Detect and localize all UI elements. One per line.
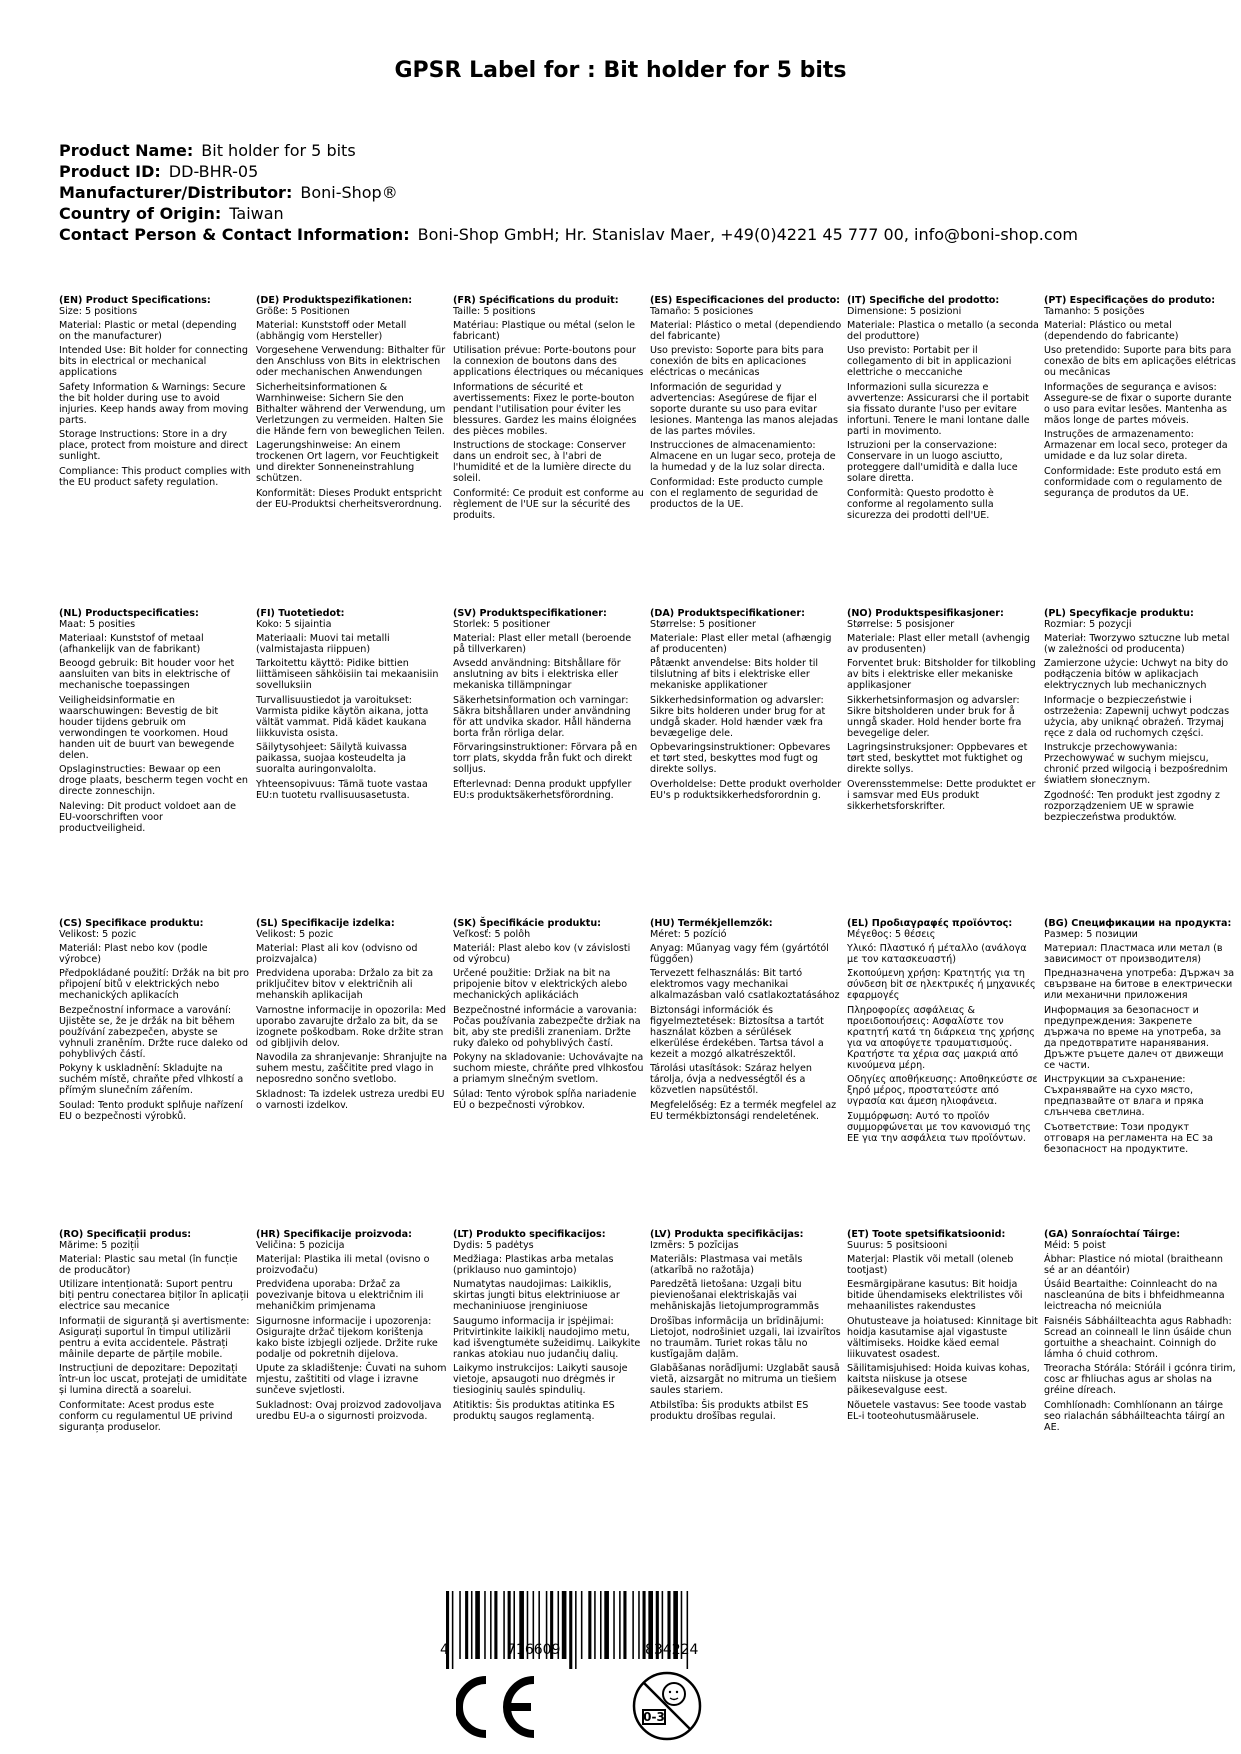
spec-section: Съответствие: Този продукт отговаря на регламента на ЕС за безопасност на продуктите.	[1044, 1121, 1213, 1155]
spec-section: Förvaringsinstruktioner: Förvara på en torr plats, skydda från fukt och direkt solljus.	[453, 742, 638, 775]
spec-section: Instrukcje przechowywania: Przechowywać w suchym miejscu, chronić przed wilgocią i bezpośrednim światłem słonecznym.	[1044, 742, 1228, 786]
spec-section: Nõuetele vastavus: See toode vastab EL-i tooteohutusmäärusele.	[847, 1399, 1027, 1422]
spec-section: Ohutusteave ja hoiatused: Kinnitage bit hoidja kasutamise ajal vigastuste vältimiseks. Hoidke käed eemal liikuvatest osadest.	[847, 1315, 1038, 1360]
info-label: Contact Person & Contact Information:	[59, 225, 410, 244]
spec-column	[59, 295, 251, 491]
spec-section: Uso pretendido: Suporte para bits para conexão de bits em aplicações elétricas ou mecânicas	[1044, 345, 1236, 378]
spec-section: Informações de segurança e avisos: Assegure-se de fixar o suporte durante o uso para evitar lesões. Mantenha as mãos longe de partes móveis.	[1044, 381, 1232, 426]
spec-section: Informații de siguranță și avertismente: Asigurați suportul în timpul utilizării pentru a evita accidentele. Păstrați mâinile departe de părțile mobile.	[59, 1315, 250, 1360]
spec-column	[1044, 608, 1236, 826]
spec-section: Material: Plast eller metall (beroende på tillverkaren)	[453, 632, 632, 655]
spec-section: Οδηγίες αποθήκευσης: Αποθηκεύστε σε ξηρό μέρος, προστατεύστε από υγρασία και άμεση ηλιοφάνεια.	[847, 1074, 1038, 1107]
barcode-bar	[581, 1591, 583, 1659]
spec-size: Size: 5 positions	[59, 306, 138, 317]
spec-heading: (LT) Produkto specifikacijos:	[453, 1229, 606, 1240]
spec-column	[847, 918, 1039, 1147]
spec-section: Anyag: Műanyag vagy fém (gyártótól függően)	[650, 942, 829, 965]
barcode-digit-left: 716609	[507, 1642, 561, 1658]
spec-section: Instructions de stockage: Conserver dans un endroit sec, à l'abri de l'humidité et de la lumière directe du soleil.	[453, 440, 632, 484]
spec-section: Drošības informācija un brīdinājumi: Lietojot, nodrošiniet uzgali, lai izvairītos no traumām. Turiet rokas tālu no kustīgajām daļām.	[650, 1315, 841, 1360]
spec-section: Tarkoitettu käyttö: Pidike bittien liittämiseen sähköisiin tai mekaanisiin sovelluksiin	[256, 658, 439, 691]
spec-size: Velikost: 5 pozic	[256, 929, 334, 940]
spec-column	[1044, 1229, 1236, 1436]
barcode-bar	[588, 1591, 591, 1659]
spec-section: Conformità: Questo prodotto è conforme al regolamento sulla sicurezza dei prodotti dell'UE.	[847, 487, 994, 521]
spec-size: Størrelse: 5 positioner	[650, 619, 756, 630]
spec-column	[453, 918, 645, 1114]
spec-section: Veiligheidsinformatie en waarschuwingen: Bevestig de bit houder tijdens gebruik om verwondingen te voorkomen. Houd handen uit de buurt van bewegende delen.	[59, 694, 235, 761]
spec-section: Материал: Пластмаса или метал (в зависимост от производителя)	[1044, 942, 1223, 965]
spec-column	[650, 608, 842, 804]
spec-section: Instrucciones de almacenamiento: Almacene en un lugar seco, proteja de la humedad y de la luz solar directa.	[650, 440, 836, 473]
spec-section: Bezpečnostní informace a varování: Ujistěte se, že je držák na bit během používání zabezpečen, abyste se vyhnuli zraněním. Držte ruce daleko od pohyblivých částí.	[59, 1004, 248, 1060]
spec-section: Materiał: Tworzywo sztuczne lub metal (w zależności od producenta)	[1044, 632, 1230, 655]
spec-size: Størrelse: 5 posisjoner	[847, 619, 955, 630]
spec-section: Skladnost: Ta izdelek ustreza uredbi EU o varnosti izdelkov.	[256, 1088, 445, 1111]
spec-section: Konformität: Dieses Produkt entspricht der EU-Produktsi cherheitsverordnung.	[256, 487, 442, 510]
spec-heading: (GA) Sonraíochtaí Táirge:	[1044, 1229, 1181, 1240]
barcode-bar	[569, 1591, 572, 1669]
spec-size: Suurus: 5 positsiooni	[847, 1240, 948, 1251]
spec-section: Saugumo informacija ir įspėjimai: Pritvirtinkite laikiklį naudojimo metu, kad išvengtumėte sužeidimų. Laikykite rankas atokiau nuo judančių dalių.	[453, 1315, 641, 1360]
spec-section: Material: Plástico o metal (dependiendo del fabricante)	[650, 319, 842, 342]
spec-column	[453, 1229, 645, 1425]
spec-section: Materiale: Plast eller metall (avhengig av produsenten)	[847, 632, 1030, 655]
spec-section: Bezpečnostné informácie a varovania: Počas používania zabezpečte držiak na bit, aby ste predišli zraneniam. Držte ruky ďaleko od pohyblivých častí.	[453, 1004, 641, 1049]
barcode-bar	[494, 1591, 497, 1659]
spec-section: Forventet bruk: Bitsholder for tilkobling av bits i elektriske eller mekaniske applikasjoner	[847, 658, 1036, 691]
spec-section: Säilitamisjuhised: Hoida kuivas kohas, kaitsta niiskuse ja otsese päikesevalguse eest.	[847, 1363, 1030, 1396]
spec-section: Инструкции за съхранение: Съхранявайте на сухо място, предпазвайте от влага и пряка слънчева светлина.	[1044, 1074, 1204, 1118]
spec-heading: (ET) Toote spetsifikatsioonid:	[847, 1229, 1006, 1240]
spec-section: Conformidad: Este producto cumple con el reglamento de seguridad de productos de la UE.	[650, 476, 823, 510]
info-row	[59, 161, 1209, 182]
spec-section: Avsedd användning: Bitshållare för anslutning av bits i elektriska eller mekaniska tillämpningar	[453, 658, 621, 691]
spec-section: Utilisation prévue: Porte-boutons pour la connexion de boutons dans des applications électriques ou mécaniques	[453, 345, 644, 378]
spec-heading: (SL) Specifikacije izdelka:	[256, 918, 395, 929]
spec-section: Material: Kunststoff oder Metall (abhängig vom Hersteller)	[256, 319, 407, 342]
barcode-icon	[446, 1591, 753, 1671]
spec-section: Informations de sécurité et avertissements: Fixez le porte-bouton pendant l'utilisation pour éviter les blessures. Gardez les mains éloignées des pièces mobiles.	[453, 381, 637, 437]
spec-heading: (BG) Спецификации на продукта:	[1044, 918, 1232, 929]
ce-mark-icon	[456, 1676, 538, 1738]
spec-heading: (SK) Špecifikácie produktu:	[453, 918, 602, 929]
spec-column	[650, 295, 842, 513]
spec-section: Sigurnosne informacije i upozorenja: Osigurajte držač tijekom korištenja kako biste izbjegli ozljede. Držite ruke podalje od pokretnih dijelova.	[256, 1315, 438, 1360]
spec-section: Predviđena uporaba: Držač za povezivanje bitova u električnim ili mehaničkim primjenama	[256, 1279, 424, 1312]
spec-section: Tárolási utasítások: Száraz helyen tárolja, óvja a nedvességtől és a közvetlen napsütéstől.	[650, 1063, 812, 1096]
barcode-bar	[575, 1591, 577, 1669]
barcode-bar	[594, 1591, 596, 1659]
spec-section: Paredzētā lietošana: Uzgaļi bitu pievienošanai elektriskajās vai mehāniskajās lietojumprogrammās	[650, 1279, 819, 1312]
info-value: Boni-Shop GmbH; Hr. Stanislav Maer, +49(0)4221 45 777 00, info@boni-shop.com	[417, 225, 1078, 244]
spec-section: Eesmärgipärane kasutus: Bit hoidja bitide ühendamiseks elektrilistes või mehaanilistes rakendustes	[847, 1279, 1023, 1312]
spec-column	[847, 1229, 1039, 1425]
spec-section: Určené použitie: Držiak na bit na pripojenie bitov v elektrických alebo mechanických aplikáciách	[453, 968, 628, 1001]
spec-section: Material: Plastic sau metal (în funcție de producător)	[59, 1253, 238, 1276]
spec-section: Material: Plast ali kov (odvisno od proizvajalca)	[256, 942, 418, 965]
info-label: Product ID:	[59, 162, 161, 181]
spec-heading: (EL) Προδιαγραφές προϊόντος:	[847, 918, 1013, 929]
spec-section: Información de seguridad y advertencias: Asegúrese de fijar el soporte durante su uso para evitar lesiones. Mantenga las manos alejadas de las partes móviles.	[650, 381, 838, 437]
spec-size: Méid: 5 poist	[1044, 1240, 1106, 1251]
spec-size: Μέγεθος: 5 θέσεις	[847, 929, 936, 940]
spec-column	[847, 608, 1039, 815]
barcode-bar	[465, 1591, 468, 1659]
age-text: 0-3	[643, 1710, 665, 1724]
spec-section: Upute za skladištenje: Čuvati na suhom mjestu, zaštititi od vlage i izravne sunčeve svjetlosti.	[256, 1363, 447, 1396]
spec-section: Ábhar: Plastice nó miotal (braitheann sé ar an déantóir)	[1044, 1253, 1223, 1276]
barcode-bar	[600, 1591, 602, 1659]
spec-section: Materiale: Plast eller metal (afhængig af producenten)	[650, 632, 832, 655]
spec-heading: (SV) Produktspecifikationer:	[453, 608, 607, 619]
spec-section: Πληροφορίες ασφάλειας & προειδοποιήσεις: Ασφαλίστε τον κρατητή κατά τη διάρκεια της χρήσης για να αποφύγετε τραυματισμούς. Κρατήστε τα χέρια σας μακριά από κινούμενα μέρη.	[847, 1004, 1035, 1071]
spec-heading: (HR) Specifikacije proizvoda:	[256, 1229, 412, 1240]
info-row	[59, 224, 1209, 245]
spec-section: Sikkerhetsinformasjon og advarsler: Sikre bitsholderen under bruk for å unngå skader. Hold hender borte fra bevegelige deler.	[847, 694, 1022, 739]
info-label: Product Name:	[59, 141, 194, 160]
spec-section: Instrucțiuni de depozitare: Depozitați într-un loc uscat, protejați de umiditate și lumina directă a soarelui.	[59, 1363, 248, 1396]
spec-section: Opslaginstructies: Bewaar op een droge plaats, bescherm tegen vocht en directe zonneschijn.	[59, 764, 249, 797]
spec-column	[256, 1229, 448, 1425]
barcode-bar	[604, 1591, 609, 1659]
spec-section: Materiaali: Muovi tai metalli (valmistajasta riippuen)	[256, 632, 390, 655]
spec-section: Matériau: Plastique ou métal (selon le fabricant)	[453, 319, 636, 342]
spec-section: Storage Instructions: Store in a dry place, protect from moisture and direct sunlight.	[59, 429, 248, 462]
spec-column	[650, 918, 842, 1125]
spec-section: Opbevaringsinstruktioner: Opbevares et tørt sted, beskyttes mod fugt og direkte sollys.	[650, 742, 831, 775]
spec-section: Materjal: Plastik või metall (oleneb tootjast)	[847, 1253, 1014, 1276]
spec-section: Materiál: Plast alebo kov (v závislosti od výrobcu)	[453, 942, 631, 965]
spec-section: Pokyny na skladovanie: Uchovávajte na suchom mieste, chráňte pred vlhkosťou a priamym slnečným svetlom.	[453, 1052, 644, 1085]
spec-section: Naleving: Dit product voldoet aan de EU-voorschriften voor productveiligheid.	[59, 800, 236, 834]
spec-heading: (RO) Specificații produs:	[59, 1229, 192, 1240]
spec-section: Varnostne informacije in opozorila: Med uporabo zavarujte držalo za bit, da se izognete poškodbam. Roke držite stran od gibljivih delov.	[256, 1004, 447, 1049]
spec-section: Istruzioni per la conservazione: Conservare in un luogo asciutto, proteggere dall'umidità e dalla luce solare diretta.	[847, 440, 1018, 484]
spec-section: Faisnéis Sábháilteachta agus Rabhadh: Scread an coinneall le linn úsáide chun gortuithe a sheachaint. Coinnigh do lámha ó chuid cothrom.	[1044, 1315, 1232, 1360]
spec-size: Koko: 5 sijaintia	[256, 619, 332, 630]
spec-section: Utilizare intenționată: Suport pentru biți pentru conectarea biților în aplicații electrice sau mecanice	[59, 1279, 249, 1312]
spec-section: Conformité: Ce produit est conforme au règlement de l'UE sur la sécurité des produits.	[453, 487, 644, 521]
spec-section: Comhlíonadh: Comhlíonann an táirge seo rialachán sábháilteachta táirgí an AE.	[1044, 1399, 1225, 1433]
spec-heading: (FI) Tuotetiedot:	[256, 608, 345, 619]
spec-section: Intended Use: Bit holder for connecting bits in electrical or mechanical applications	[59, 345, 248, 378]
spec-section: Atbilstība: Šis produkts atbilst ES produktu drošības regulai.	[650, 1399, 809, 1422]
spec-column	[59, 918, 251, 1125]
spec-section: Υλικό: Πλαστικό ή μέταλλο (ανάλογα με τον κατασκευαστή)	[847, 942, 1027, 965]
barcode-bar	[619, 1591, 621, 1659]
barcode-bar	[632, 1591, 634, 1659]
spec-section: Compliance: This product complies with the EU product safety regulation.	[59, 465, 251, 488]
barcode-bar	[490, 1591, 492, 1659]
info-label: Country of Origin:	[59, 204, 222, 223]
barcode-bar	[562, 1591, 567, 1659]
spec-heading: (ES) Especificaciones del producto:	[650, 295, 841, 306]
spec-column	[256, 608, 448, 804]
barcode-bar	[638, 1591, 640, 1659]
spec-column	[650, 1229, 842, 1425]
spec-section: Overholdelse: Dette produkt overholder EU's p roduktsikkerhedsforordnin g.	[650, 778, 842, 801]
spec-size: Veličina: 5 pozicija	[256, 1240, 345, 1251]
spec-section: Conformidade: Este produto está em conformidade com o regulamento de segurança de produtos da UE.	[1044, 465, 1223, 499]
spec-section: Soulad: Tento produkt splňuje nařízení EU o bezpečnosti výrobků.	[59, 1099, 243, 1122]
age-warning-0-3-icon	[631, 1670, 703, 1742]
spec-size: Dimensione: 5 posizioni	[847, 306, 962, 317]
spec-heading: (DA) Produktspecifikationer:	[650, 608, 805, 619]
spec-section: Predvidena uporaba: Držalo za bit za priključitev bitov v električnih ali mehanskih aplikacijah	[256, 968, 434, 1001]
spec-column	[256, 295, 448, 513]
spec-size: Maat: 5 posities	[59, 619, 136, 630]
spec-section: Material: Plastic or metal (depending on the manufacturer)	[59, 319, 237, 342]
spec-heading: (EN) Product Specifications:	[59, 295, 211, 306]
spec-section: Material: Plástico ou metal (dependendo do fabricante)	[1044, 319, 1179, 342]
spec-column	[59, 1229, 251, 1436]
spec-section: Sukladnost: Ovaj proizvod zadovoljava uredbu EU-a o sigurnosti proizvoda.	[256, 1399, 442, 1422]
spec-column	[847, 295, 1039, 524]
spec-size: Tamanho: 5 posições	[1044, 306, 1145, 317]
spec-size: Méret: 5 pozíció	[650, 929, 727, 940]
spec-section: Předpokládané použití: Držák na bit pro připojení bitů v elektrických nebo mechanických aplikacích	[59, 968, 249, 1001]
spec-section: Tervezett felhasználás: Bit tartó elektromos vagy mechanikai alkalmazásban való csatlakoztatásához	[650, 968, 840, 1001]
barcode-bar	[623, 1591, 626, 1659]
spec-section: Safety Information & Warnings: Secure the bit holder during use to avoid injuries. Keep hands away from moving parts.	[59, 381, 249, 426]
spec-section: Предназначена употреба: Държач за свързване на битове в електрически или механични приложения	[1044, 968, 1235, 1001]
barcode-bar	[459, 1591, 461, 1659]
spec-section: Overensstemmelse: Dette produktet er i samsvar med EUs produkt sikkerhetsforskrifter.	[847, 778, 1036, 812]
spec-section: Zamierzone użycie: Uchwyt na bity do podłączenia bitów w aplikacjach elektrycznych lub mechanicznych	[1044, 658, 1229, 691]
spec-column	[1044, 918, 1236, 1158]
spec-section: Efterlevnad: Denna produkt uppfyller EU:s produktsäkerhetsförordning.	[453, 778, 632, 801]
spec-section: Zgodność: Ten produkt jest zgodny z rozporządzeniem UE w sprawie bezpieczeństwa produktów.	[1044, 789, 1220, 823]
spec-size: Größe: 5 Positionen	[256, 306, 350, 317]
spec-section: Turvallisuustiedot ja varoitukset: Varmista pidike käytön aikana, jotta vältät vammat. Pidä kädet kaukana liikkuvista osista.	[256, 694, 429, 739]
spec-section: Uso previsto: Portabit per il collegamento di bit in applicazioni elettriche o meccaniche	[847, 345, 1012, 378]
spec-section: Súlad: Tento výrobok spĺňa nariadenie EÚ o bezpečnosti výrobkov.	[453, 1088, 637, 1111]
spec-column	[453, 608, 645, 804]
spec-heading: (NO) Produktspesifikasjoner:	[847, 608, 1004, 619]
spec-section: Medžiaga: Plastikas arba metalas (priklauso nuo gamintojo)	[453, 1253, 614, 1276]
spec-section: Treoracha Stórála: Stóráil i gcónra tirim, cosc ar fhliuchas agus ar sholas na gréine díreach.	[1044, 1363, 1236, 1396]
spec-column	[453, 295, 645, 524]
spec-section: Uso previsto: Soporte para bits para conexión de bits en aplicaciones eléctricas o mecánicas	[650, 345, 824, 378]
barcode-bar	[475, 1591, 480, 1659]
info-row	[59, 140, 1209, 161]
barcode-bar	[503, 1591, 505, 1659]
spec-section: Συμμόρφωση: Αυτό το προϊόν συμμορφώνεται με τον κανονισμό της ΕΕ για την ασφάλεια των προϊόντων.	[847, 1110, 1031, 1144]
spec-heading: (CS) Specifikace produktu:	[59, 918, 204, 929]
spec-section: Laikymo instrukcijos: Laikyti sausoje vietoje, apsaugoti nuo drėgmės ir tiesioginių saulės spindulių.	[453, 1363, 628, 1396]
spec-section: Lagringsinstruksjoner: Oppbevares et tørt sted, beskyttet mot fuktighet og direkte sollys.	[847, 742, 1028, 775]
spec-section: Sicherheitsinformationen & Warnhinweise: Sichern Sie den Bithalter während der Verwendung, um Verletzungen zu vermeiden. Halten Sie die Hände fern von beweglichen Teilen.	[256, 381, 446, 437]
spec-section: Megfelelőség: Ez a termék megfelel az EU termékbiztonsági rendeletének.	[650, 1099, 837, 1122]
barcode-bar	[471, 1591, 473, 1659]
info-row	[59, 182, 1209, 203]
spec-section: Pokyny k uskladnění: Skladujte na suchém místě, chraňte před vlhkostí a přímým slunečním zářením.	[59, 1063, 244, 1096]
spec-size: Dydis: 5 padėtys	[453, 1240, 534, 1251]
spec-heading: (IT) Specifiche del prodotto:	[847, 295, 1000, 306]
spec-section: Navodila za shranjevanje: Shranjujte na suhem mestu, zaščitite pred vlago in neposredno sončno svetlobo.	[256, 1052, 448, 1085]
info-row	[59, 203, 1209, 224]
spec-section: Sikkerhedsinformation og advarsler: Sikre bits holderen under brug for at undgå skader. Hold hænder væk fra bevægelige dele.	[650, 694, 826, 739]
info-label: Manufacturer/Distributor:	[59, 183, 293, 202]
spec-heading: (NL) Productspecificaties:	[59, 608, 199, 619]
spec-section: Úsáid Beartaithe: Coinnleacht do na nascleanúna de bits i bhfeidhmeanna leictreacha nó meicniúla	[1044, 1279, 1225, 1312]
spec-section: Materiaal: Kunststof of metaal (afhankelijk van de fabrikant)	[59, 632, 204, 655]
spec-size: Izmērs: 5 pozīcijas	[650, 1240, 739, 1251]
info-value: Taiwan	[229, 204, 284, 223]
spec-section: Påtænkt anvendelse: Bits holder til tilslutning af bits i elektriske eller mekaniske applikationer	[650, 658, 819, 691]
spec-section: Σκοπούμενη χρήση: Κρατητής για τη σύνδεση bit σε ηλεκτρικές ή μηχανικές εφαρμογές	[847, 968, 1036, 1001]
spec-heading: (PT) Especificações do produto:	[1044, 295, 1216, 306]
spec-section: Информация за безопасност и предупреждения: Закрепете държача по време на употреба, за да предотвратите наранявания. Дръжте ръцете далеч от движещи се части.	[1044, 1004, 1224, 1071]
spec-section: Säilytysohjeet: Säilytä kuivassa paikassa, suojaa kosteudelta ja suoralta auringonvalolta.	[256, 742, 407, 775]
spec-section: Instruções de armazenamento: Armazenar em local seco, proteger da umidade e da luz solar direta.	[1044, 429, 1228, 462]
barcode-bar	[613, 1591, 615, 1659]
spec-heading: (FR) Spécifications du produit:	[453, 295, 619, 306]
barcode-bar	[452, 1591, 454, 1669]
spec-section: Lagerungshinweise: An einem trockenen Ort lagern, vor Feuchtigkeit und direkter Sonneneinstrahlung schützen.	[256, 440, 439, 484]
spec-heading: (HU) Termékjellemzők:	[650, 918, 773, 929]
spec-section: Beoogd gebruik: Bit houder voor het aansluiten van bits in elektrische of mechanische toepassingen	[59, 658, 235, 691]
spec-section: Vorgesehene Verwendung: Bithalter für den Anschluss von Bits in elektrischen oder mechanischen Anwendungen	[256, 345, 446, 378]
spec-column	[59, 608, 251, 837]
spec-size: Mărime: 5 poziții	[59, 1240, 140, 1251]
spec-section: Atitiktis: Šis produktas atitinka ES produktų saugos reglamentą.	[453, 1399, 615, 1422]
spec-section: Materiāls: Plastmasa vai metāls (atkarībā no ražotāja)	[650, 1253, 803, 1276]
spec-size: Размер: 5 позиции	[1044, 929, 1138, 940]
spec-size: Storlek: 5 positioner	[453, 619, 551, 630]
spec-heading: (LV) Produkta specifikācijas:	[650, 1229, 804, 1240]
product-info	[59, 140, 1209, 245]
spec-section: Informacje o bezpieczeństwie i ostrzeżenia: Zapewnij uchwyt podczas użycia, aby uniknąć obrażeń. Trzymaj ręce z dala od ruchomych części.	[1044, 694, 1230, 739]
spec-heading: (DE) Produktspezifikationen:	[256, 295, 413, 306]
spec-column	[1044, 295, 1236, 502]
spec-section: Informazioni sulla sicurezza e avvertenze: Assicurarsi che il portabit sia fissato durante l'uso per evitare infortuni. Tenere le mani lontane dalle parti in movimento.	[847, 381, 1030, 437]
spec-size: Velikost: 5 pozic	[59, 929, 137, 940]
spec-section: Materiál: Plast nebo kov (podle výrobce)	[59, 942, 208, 965]
spec-section: Materiale: Plastica o metallo (a seconda del produttore)	[847, 319, 1039, 342]
spec-column	[256, 918, 448, 1114]
barcode-bar	[484, 1591, 486, 1659]
barcode-digit-right: 834224	[645, 1642, 699, 1658]
spec-section: Numatytas naudojimas: Laikiklis, skirtas jungti bitus elektriniuose ar mechaniniuose įrenginiuose	[453, 1279, 620, 1312]
info-value: Boni-Shop®	[300, 183, 398, 202]
spec-section: Säkerhetsinformation och varningar: Säkra bitshållaren under användning för att undvika skador. Håll händerna borta från rörliga delar.	[453, 694, 632, 739]
spec-section: Conformitate: Acest produs este conform cu regulamentul UE privind siguranța produselor.	[59, 1399, 233, 1433]
spec-section: Glabāšanas norādījumi: Uzglabāt sausā vietā, aizsargāt no mitruma un tiešiem saules stariem.	[650, 1363, 840, 1396]
spec-size: Taille: 5 positions	[453, 306, 536, 317]
page-title: GPSR Label for : Bit holder for 5 bits	[394, 58, 847, 83]
spec-section: Biztonsági információk és figyelmeztetések: Biztosítsa a tartót használat közben a sérülések elkerülése érdekében. Tartsa távol a kezeit a mozgó alkatrészektől.	[650, 1004, 824, 1060]
barcode-digit-prefix: 4	[440, 1642, 449, 1658]
spec-size: Veľkosť: 5 polôh	[453, 929, 531, 940]
spec-section: Materijal: Plastika ili metal (ovisno o proizvođaču)	[256, 1253, 430, 1276]
spec-heading: (PL) Specyfikacje produktu:	[1044, 608, 1194, 619]
spec-section: Yhteensopivuus: Tämä tuote vastaa EU:n tuotetu rvallisuusasetusta.	[256, 778, 428, 801]
spec-size: Rozmiar: 5 pozycji	[1044, 619, 1132, 630]
spec-size: Tamaño: 5 posiciones	[650, 306, 754, 317]
info-value: DD-BHR-05	[168, 162, 259, 181]
info-value: Bit holder for 5 bits	[201, 141, 356, 160]
